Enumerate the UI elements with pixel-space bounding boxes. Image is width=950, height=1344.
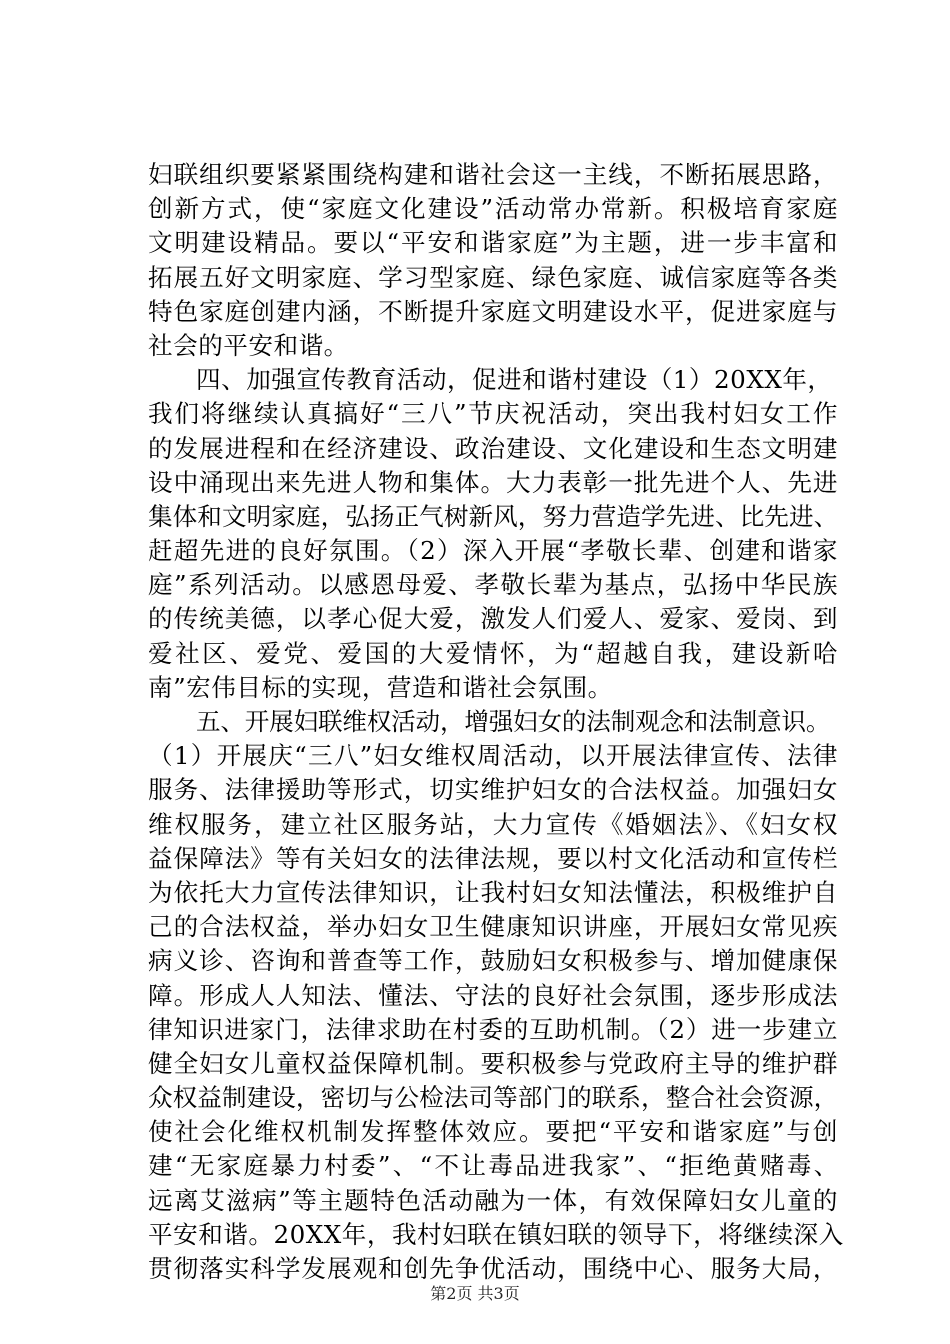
body-line: 庭”系列活动。以感恩母爱、孝敬长辈为基点，弘扬中华民族	[148, 570, 838, 600]
body-line: 使社会化维权机制发挥整体效应。要把“平安和谐家庭”与创	[148, 1117, 838, 1147]
body-line: 平安和谐。20XX年，我村妇联在镇妇联的领导下，将继续深入	[148, 1219, 844, 1249]
section-heading-line: 五、开展妇联维权活动，增强妇女的法制观念和法制意识。	[196, 707, 831, 736]
body-line: 南”宏伟目标的实现，营造和谐社会氛围。	[148, 672, 613, 702]
document-body	[148, 158, 844, 1286]
body-line: 社会的平安和谐。	[148, 330, 349, 360]
page-footer	[0, 1284, 950, 1304]
body-line: 障。形成人人知法、懂法、守法的良好社会氛围，逐步形成法	[148, 980, 838, 1010]
body-line: （1）开展庆“三八”妇女维权周活动，以开展法律宣传、法律	[148, 741, 838, 771]
body-line: 益保障法》等有关妇女的法律法规，要以村文化活动和宣传栏	[148, 843, 838, 873]
body-line: 我们将继续认真搞好“三八”节庆祝活动，突出我村妇女工作	[148, 399, 838, 429]
body-line: 病义诊、咨询和普查等工作，鼓励妇女积极参与、增加健康保	[148, 946, 838, 976]
body-line: 的传统美德，以孝心促大爱，激发人们爱人、爱家、爱岗、到	[148, 604, 838, 634]
body-line: 赶超先进的良好氛围。（2）深入开展“孝敬长辈、创建和谐家	[148, 536, 838, 566]
page-number-label: 第2页 共3页	[430, 1284, 520, 1303]
section-heading-line: 四、加强宣传教育活动，促进和谐村建设（1）20XX年，	[196, 365, 833, 395]
body-line: 维权服务，建立社区服务站，大力宣传《婚姻法》、《妇女权	[148, 809, 838, 839]
body-line: 爱社区、爱党、爱国的大爱情怀，为“超越自我，建设新哈	[148, 638, 838, 668]
body-line: 服务、法律援助等形式，切实维护妇女的合法权益。加强妇女	[148, 775, 838, 805]
body-line: 健全妇女儿童权益保障机制。要积极参与党政府主导的维护群	[148, 1048, 838, 1078]
body-line: 妇联组织要紧紧围绕构建和谐社会这一主线，不断拓展思路，	[148, 160, 838, 189]
body-line: 特色家庭创建内涵，不断提升家庭文明建设水平，促进家庭与	[148, 296, 838, 326]
body-line: 众权益制建设，密切与公检法司等部门的联系，整合社会资源，	[148, 1083, 838, 1113]
body-line: 建“无家庭暴力村委”、“不让毒品进我家”、“拒绝黄赌毒、	[148, 1151, 838, 1181]
body-line: 己的合法权益，举办妇女卫生健康知识讲座，开展妇女常见疾	[148, 912, 838, 942]
body-line: 拓展五好文明家庭、学习型家庭、绿色家庭、诚信家庭等各类	[148, 262, 838, 292]
body-line: 文明建设精品。要以“平安和谐家庭”为主题，进一步丰富和	[148, 228, 838, 258]
body-line: 的发展进程和在经济建设、政治建设、文化建设和生态文明建	[148, 433, 838, 463]
body-line: 为依托大力宣传法律知识，让我村妇女知法懂法，积极维护自	[148, 877, 838, 907]
body-line: 律知识进家门，法律求助在村委的互助机制。（2）进一步建立	[148, 1014, 838, 1044]
body-line: 集体和文明家庭，弘扬正气树新风，努力营造学先进、比先进、	[148, 501, 838, 531]
body-line: 创新方式，使“家庭文化建设”活动常办常新。积极培育家庭	[148, 194, 838, 224]
body-line: 贯彻落实科学发展观和创先争优活动，围绕中心、服务大局，	[148, 1254, 838, 1283]
body-line: 远离艾滋病”等主题特色活动融为一体，有效保障妇女儿童的	[148, 1185, 838, 1215]
body-line: 设中涌现出来先进人物和集体。大力表彰一批先进个人、先进	[148, 467, 838, 497]
